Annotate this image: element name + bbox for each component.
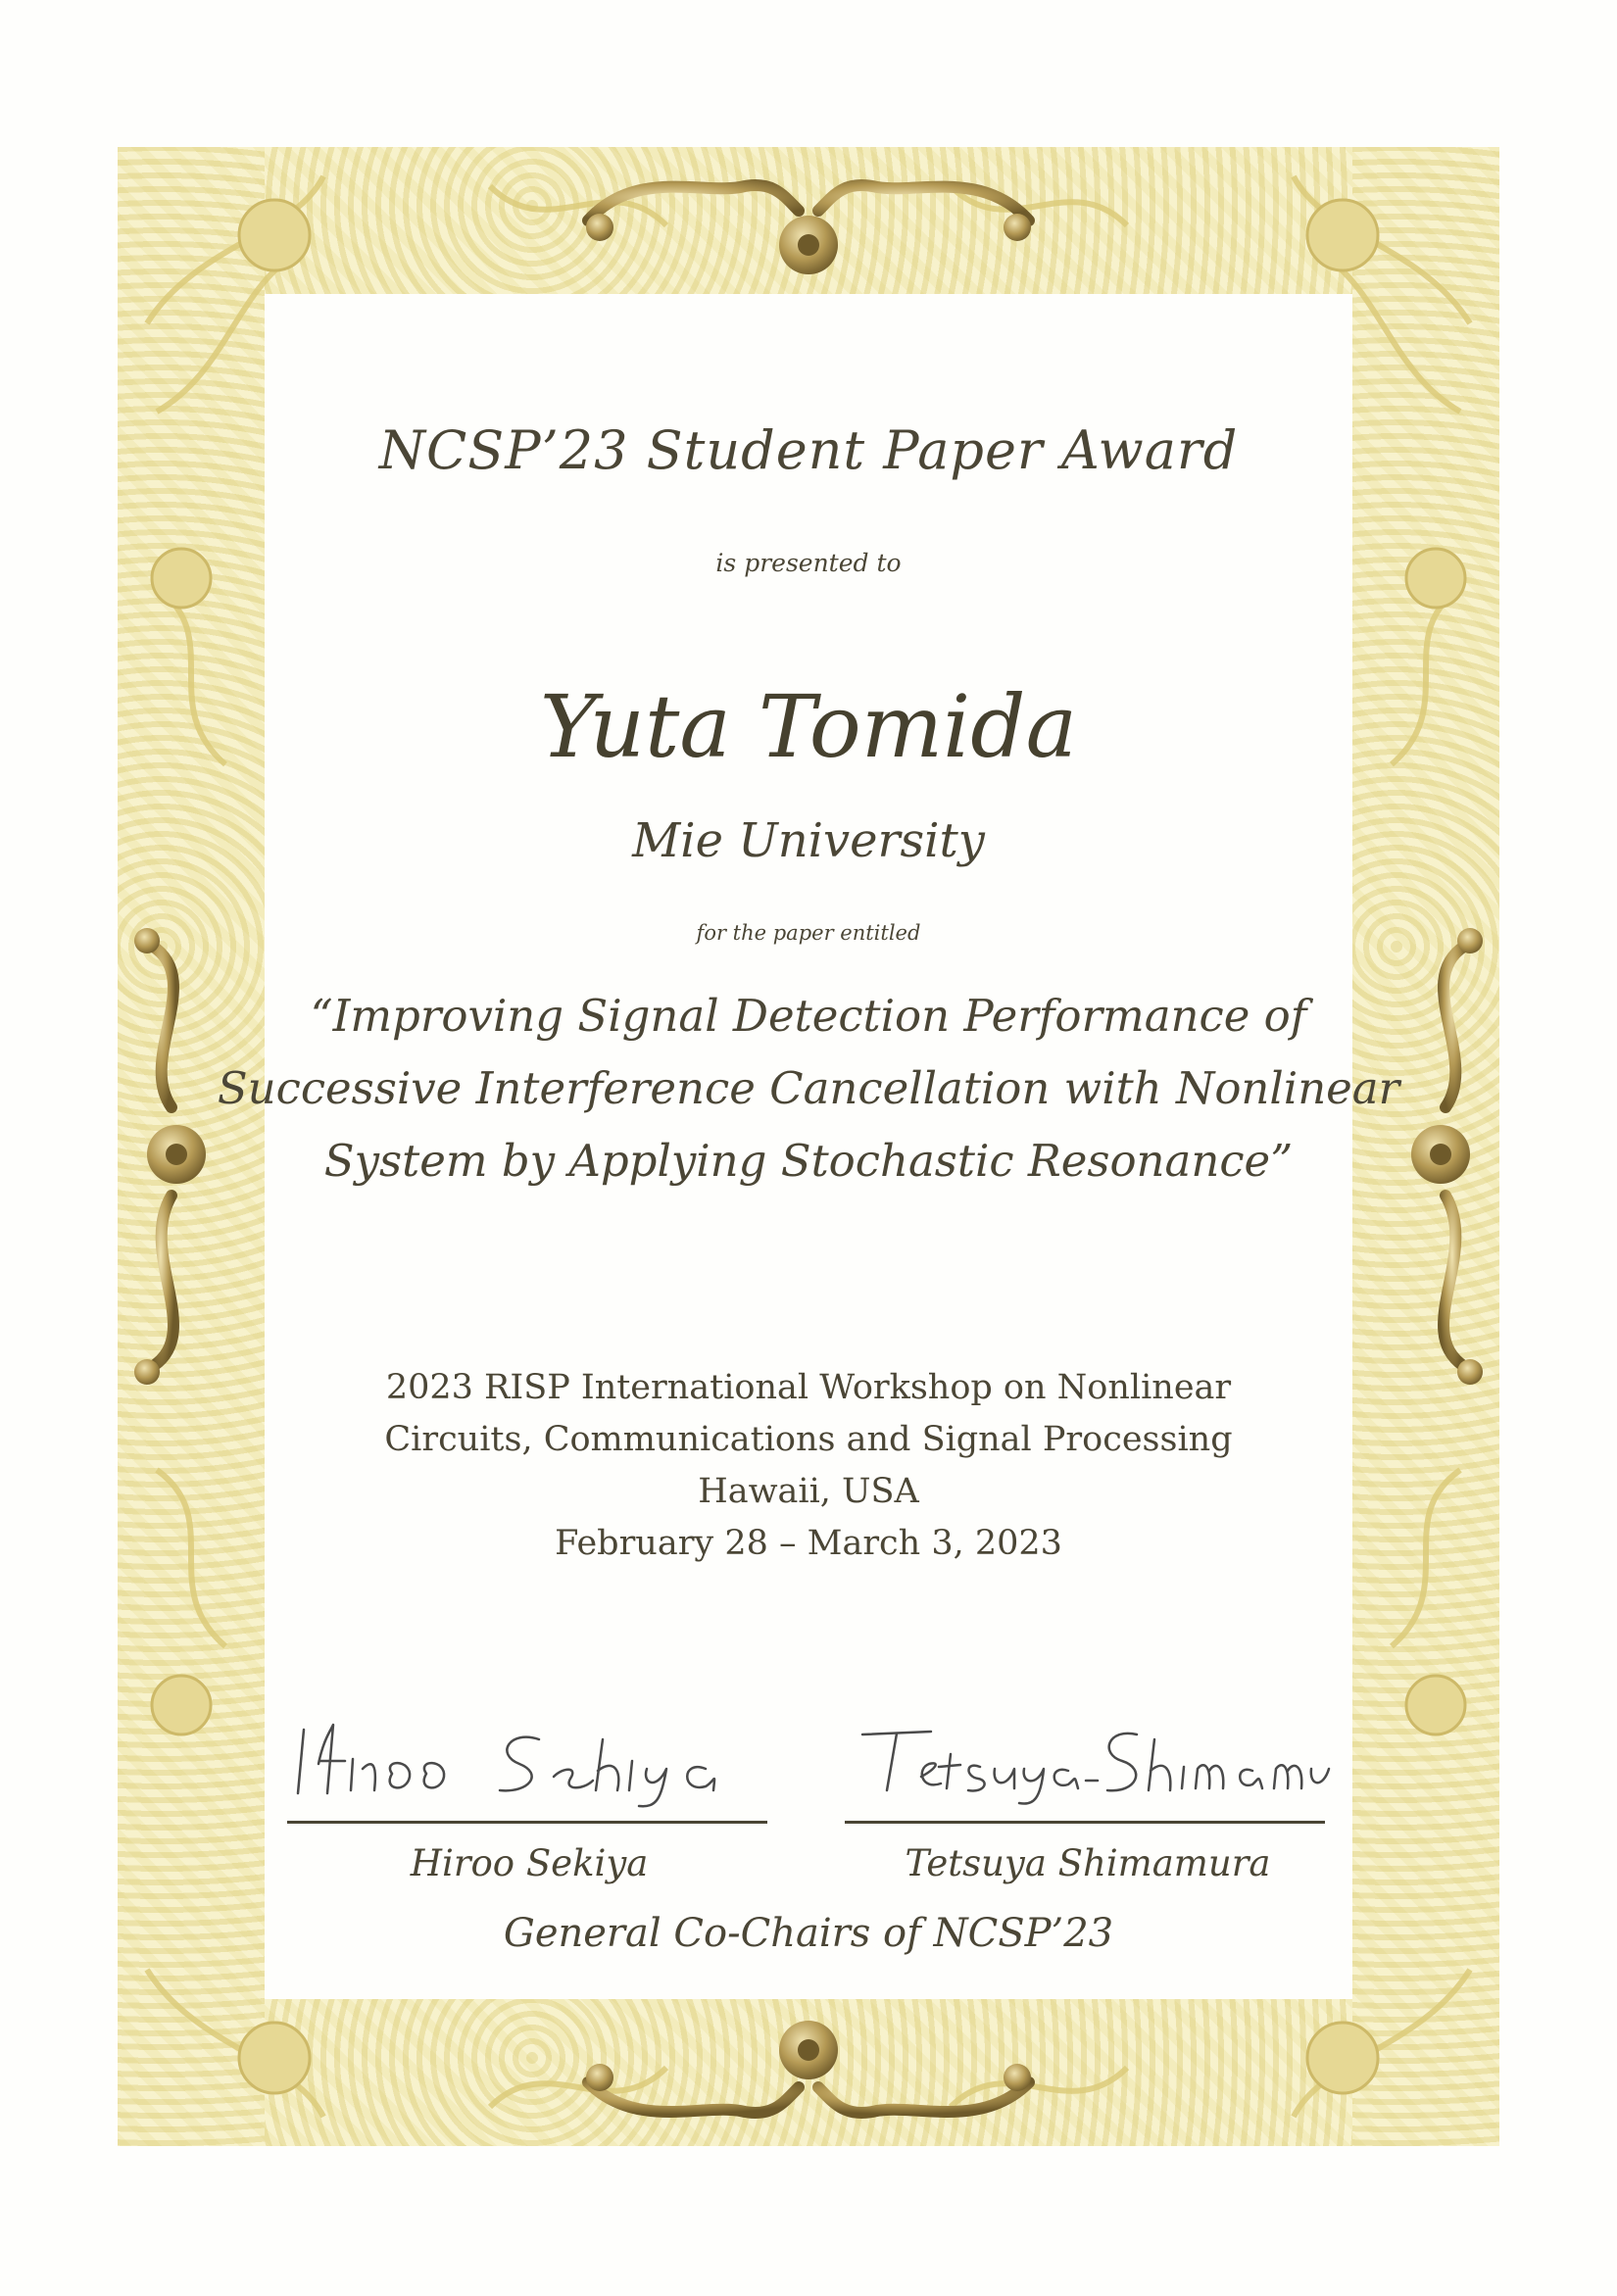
signature-line-right — [845, 1821, 1325, 1824]
signatory-name: Hiroo Sekiya — [410, 1842, 649, 1884]
event-location: Hawaii, USA — [698, 1472, 919, 1511]
recipient-name: Yuta Tomida — [539, 676, 1078, 777]
event-name-line: 2023 RISP International Workshop on Nonlinear — [385, 1368, 1232, 1407]
event-dates: February 28 – March 3, 2023 — [555, 1524, 1062, 1563]
paper-title-line: “Improving Signal Detection Performance of — [310, 990, 1307, 1042]
paper-title-line: Successive Interference Cancellation with Nonlinear — [217, 1062, 1400, 1114]
signature-tetsuya-shimamura — [843, 1700, 1333, 1808]
recipient-affiliation: Mie University — [632, 813, 985, 868]
signatory-name: Tetsuya Shimamura — [905, 1842, 1271, 1884]
event-name-line: Circuits, Communications and Signal Processing — [384, 1420, 1233, 1459]
paper-title-line: System by Applying Stochastic Resonance” — [323, 1135, 1294, 1187]
signature-line-left — [287, 1821, 767, 1824]
signature-hiroo-sekiya — [284, 1700, 774, 1808]
paper-entitled-label: for the paper entitled — [696, 921, 921, 945]
signatory-role: General Co-Chairs of NCSP’23 — [503, 1911, 1114, 1956]
award-title: NCSP’23 Student Paper Award — [378, 419, 1239, 481]
presented-to-label: is presented to — [715, 549, 902, 577]
